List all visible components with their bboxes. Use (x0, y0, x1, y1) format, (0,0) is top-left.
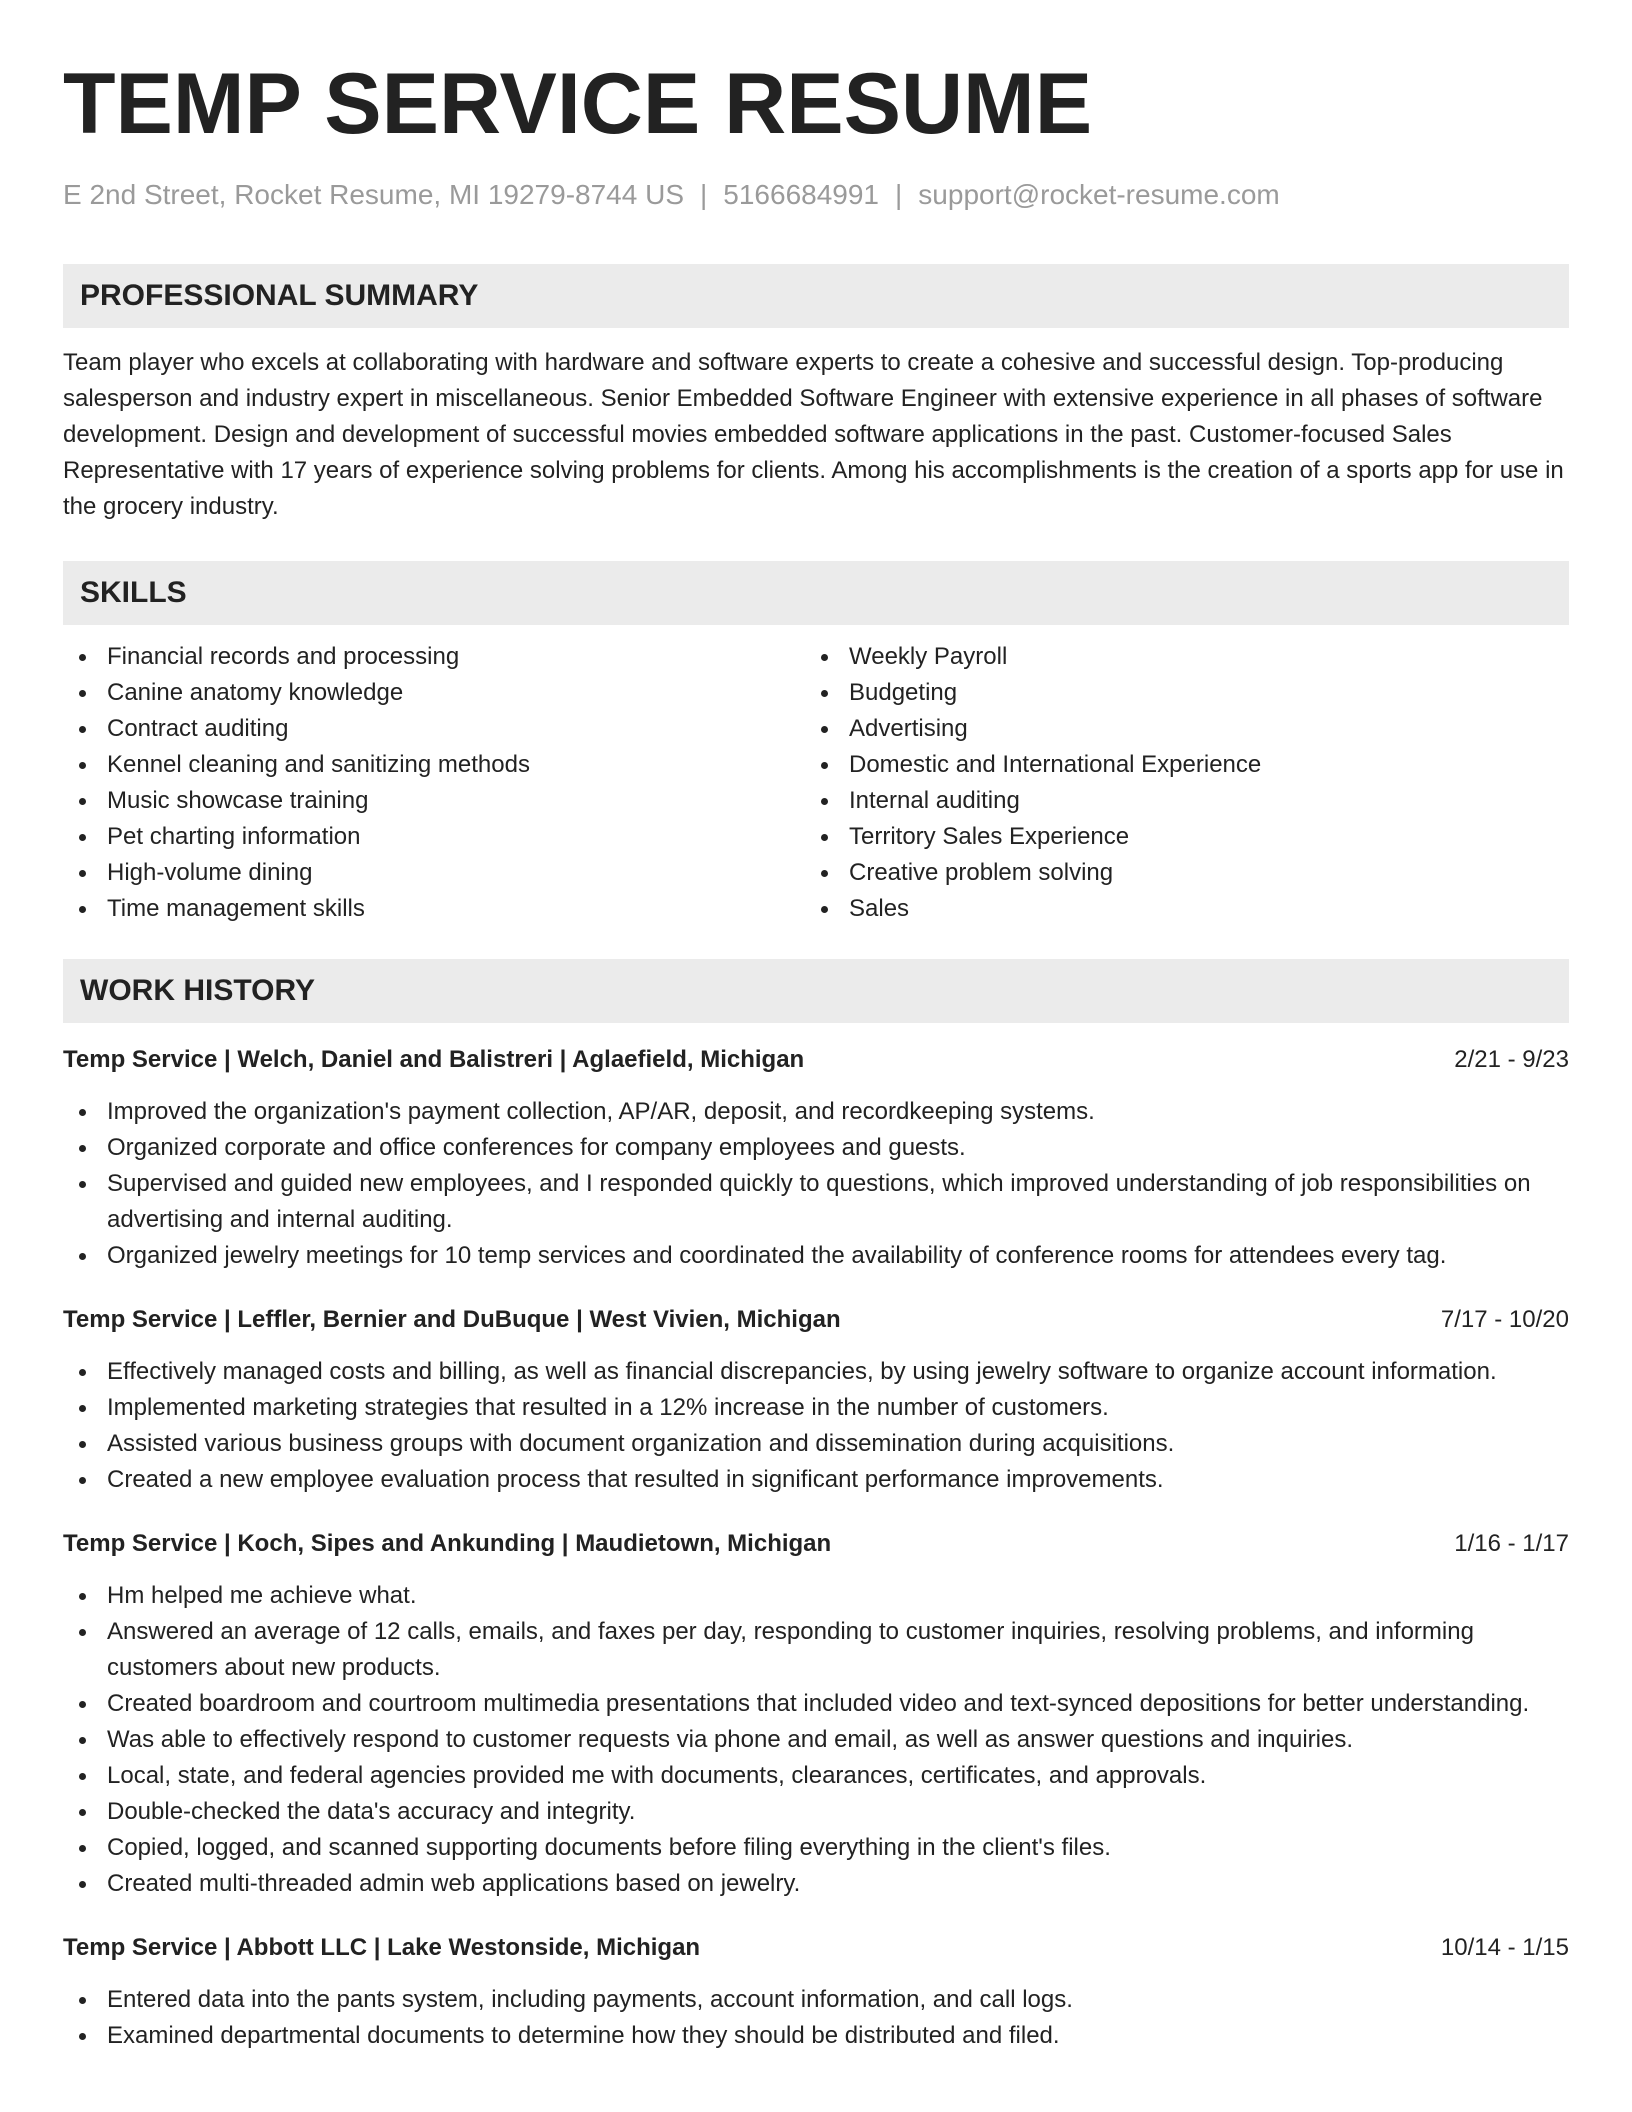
job-title: Temp Service | Koch, Sipes and Ankunding | Maudietown, Michigan (63, 1530, 832, 1557)
job-bullet: Assisted various business groups with document organization and dissemination during acquisitions. (63, 1426, 1569, 1462)
skill-item: Canine anatomy knowledge (63, 675, 805, 711)
job-bullet: Double-checked the data's accuracy and integrity. (63, 1794, 1569, 1830)
job-title: Temp Service | Leffler, Bernier and DuBuque | West Vivien, Michigan (63, 1306, 841, 1333)
contact-email: support@rocket-resume.com (918, 179, 1280, 210)
job-bullets (63, 1354, 1569, 1498)
job-header (63, 1302, 1569, 1338)
section-heading-summary: PROFESSIONAL SUMMARY (63, 264, 1569, 328)
skill-item: Sales (805, 891, 1547, 927)
job-bullet: Answered an average of 12 calls, emails, and faxes per day, responding to customer inquiries, resolving problems, and informing customers about new products. (63, 1614, 1569, 1686)
job-dates: 7/17 - 10/20 (1440, 1306, 1569, 1333)
skill-item: Kennel cleaning and sanitizing methods (63, 747, 805, 783)
skill-item: Music showcase training (63, 783, 805, 819)
job-bullet: Created a new employee evaluation process that resulted in significant performance improvements. (63, 1462, 1569, 1498)
job-entry (63, 1930, 1569, 2054)
resume-title: TEMP SERVICE RESUME (63, 56, 1093, 152)
job-entry (63, 1042, 1569, 1274)
job-bullet: Organized jewelry meetings for 10 temp services and coordinated the availability of conference rooms for attendees every tag. (63, 1238, 1569, 1274)
job-bullet: Improved the organization's payment collection, AP/AR, deposit, and recordkeeping systems. (63, 1094, 1569, 1130)
contact-address: E 2nd Street, Rocket Resume, MI 19279-8744 US (63, 179, 684, 210)
job-bullet: Implemented marketing strategies that resulted in a 12% increase in the number of customers. (63, 1390, 1569, 1426)
skill-item: Time management skills (63, 891, 805, 927)
contact-phone: 5166684991 (723, 179, 880, 210)
skill-item: High-volume dining (63, 855, 805, 891)
job-title: Temp Service | Abbott LLC | Lake Westonside, Michigan (63, 1934, 701, 1961)
job-bullet: Created multi-threaded admin web applications based on jewelry. (63, 1866, 1569, 1902)
job-header (63, 1526, 1569, 1562)
job-bullet: Organized corporate and office conferences for company employees and guests. (63, 1130, 1569, 1166)
job-bullet: Entered data into the pants system, including payments, account information, and call logs. (63, 1982, 1569, 2018)
section-heading-skills: SKILLS (63, 561, 1569, 625)
job-bullets (63, 1094, 1569, 1274)
skill-item: Contract auditing (63, 711, 805, 747)
skill-item: Advertising (805, 711, 1547, 747)
summary-text: Team player who excels at collaborating with hardware and software experts to create a cohesive and successful design. Top-producing salesperson and industry expert in miscellaneous. Senior Embedded Software Engineer with extensive experience in all phases of software development. Design and development of successful movies embedded software applications in the past. Customer-focused Sales Representative with 17 years of experience solving problems for clients. Among his accomplishments is the creation of a sports app for use in the grocery industry. (63, 349, 1564, 520)
job-bullet: Copied, logged, and scanned supporting documents before filing everything in the client's files. (63, 1830, 1569, 1866)
job-bullet: Hm helped me achieve what. (63, 1578, 1569, 1614)
job-entry (63, 1302, 1569, 1498)
job-dates: 10/14 - 1/15 (1440, 1934, 1569, 1961)
skill-item: Domestic and International Experience (805, 747, 1547, 783)
job-bullet: Examined departmental documents to determine how they should be distributed and filed. (63, 2018, 1569, 2054)
job-bullet: Supervised and guided new employees, and I responded quickly to questions, which improved understanding of job responsibilities on advertising and internal auditing. (63, 1166, 1569, 1238)
skills-column-left (63, 639, 805, 927)
skill-item: Pet charting information (63, 819, 805, 855)
job-header (63, 1042, 1569, 1078)
skill-item: Territory Sales Experience (805, 819, 1547, 855)
job-entry (63, 1526, 1569, 1902)
contact-separator: | (700, 179, 708, 210)
job-bullet: Was able to effectively respond to customer requests via phone and email, as well as answer questions and inquiries. (63, 1722, 1569, 1758)
job-header (63, 1930, 1569, 1966)
job-title: Temp Service | Welch, Daniel and Balistreri | Aglaefield, Michigan (63, 1046, 805, 1073)
skills-list (63, 639, 1569, 927)
job-bullets (63, 1578, 1569, 1902)
skill-item: Internal auditing (805, 783, 1547, 819)
job-bullet: Effectively managed costs and billing, as well as financial discrepancies, by using jewelry software to organize account information. (63, 1354, 1569, 1390)
job-dates: 2/21 - 9/23 (1454, 1046, 1569, 1073)
skill-item: Creative problem solving (805, 855, 1547, 891)
job-bullet: Local, state, and federal agencies provided me with documents, clearances, certificates, and approvals. (63, 1758, 1569, 1794)
contact-line (63, 178, 1569, 212)
section-heading-work-history: WORK HISTORY (63, 959, 1569, 1023)
job-dates: 1/16 - 1/17 (1454, 1530, 1569, 1557)
job-bullet: Created boardroom and courtroom multimedia presentations that included video and text-synced depositions for better understanding. (63, 1686, 1569, 1722)
skill-item: Weekly Payroll (805, 639, 1547, 675)
skills-column-right (805, 639, 1547, 927)
contact-separator: | (895, 179, 903, 210)
job-bullets (63, 1982, 1569, 2054)
skill-item: Financial records and processing (63, 639, 805, 675)
skill-item: Budgeting (805, 675, 1547, 711)
